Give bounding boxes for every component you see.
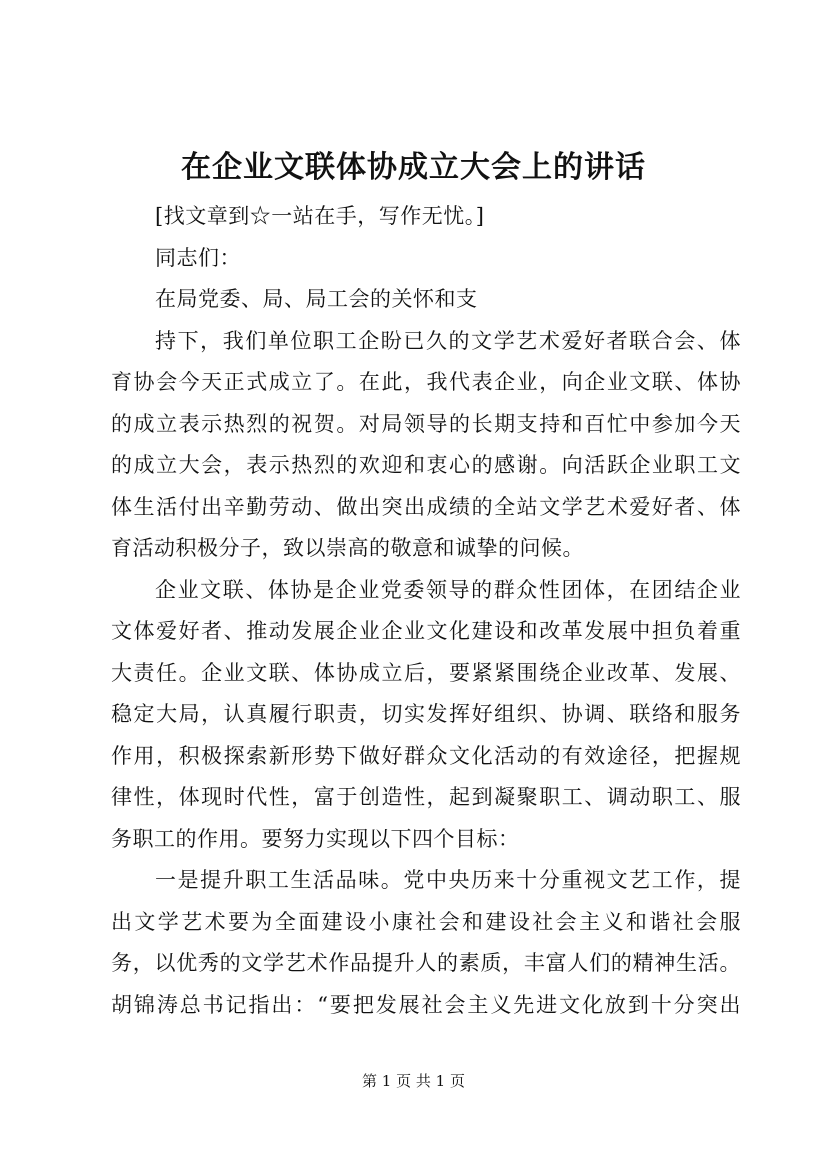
paragraph-line: 的成立大会，表示热烈的欢迎和衷心的感谢。向活跃企业职工文 <box>111 453 741 477</box>
salutation-line: 同志们： <box>155 246 241 270</box>
paragraph-line: 胡锦涛总书记指出：“要把发展社会主义先进文化放到十分突出 <box>111 993 741 1017</box>
paragraph-line: 的成立表示热烈的祝贺。对局领导的长期支持和百忙中参加今天 <box>111 412 741 436</box>
paragraph-line: 务，以优秀的文学艺术作品提升人的素质，丰富人们的精神生活。 <box>111 951 741 975</box>
page-number: 第 1 页 共 1 页 <box>362 1072 465 1090</box>
paragraph-line: 体生活付出辛勤劳动、做出突出成绩的全站文学艺术爱好者、体 <box>111 495 741 519</box>
paragraph-line: 文体爱好者、推动发展企业企业文化建设和改革发展中担负着重 <box>111 619 741 643</box>
paragraph-line: 企业文联、体协是企业党委领导的群众性团体，在团结企业 <box>155 578 741 602</box>
paragraph-line: 务职工的作用。要努力实现以下四个目标： <box>111 827 520 851</box>
paragraph-line: 持下，我们单位职工企盼已久的文学艺术爱好者联合会、体 <box>155 329 741 353</box>
paragraph-line: 在局党委、局、局工会的关怀和支 <box>155 287 478 311</box>
paragraph-line: 大责任。企业文联、体协成立后，要紧紧围绕企业改革、发展、 <box>111 661 741 685</box>
paragraph-line: 育活动积极分子，致以崇高的敬意和诚挚的问候。 <box>111 536 584 560</box>
paragraph-line: 稳定大局，认真履行职责，切实发挥好组织、协调、联络和服务 <box>111 702 741 726</box>
paragraph-line: 律性，体现时代性，富于创造性，起到凝聚职工、调动职工、服 <box>111 785 741 809</box>
paragraph-line: 育协会今天正式成立了。在此，我代表企业，向企业文联、体协 <box>111 370 741 394</box>
paragraph-line: 作用，积极探索新形势下做好群众文化活动的有效途径，把握规 <box>111 744 741 768</box>
document-title: 在企业文联体协成立大会上的讲话 <box>181 150 646 185</box>
paragraph-line: 出文学艺术要为全面建设小康社会和建设社会主义和谐社会服 <box>111 910 741 934</box>
paragraph-line: 一是提升职工生活品味。党中央历来十分重视文艺工作，提 <box>155 868 741 892</box>
note-line: [找文章到☆一站在手，写作无忧。] <box>155 204 485 228</box>
